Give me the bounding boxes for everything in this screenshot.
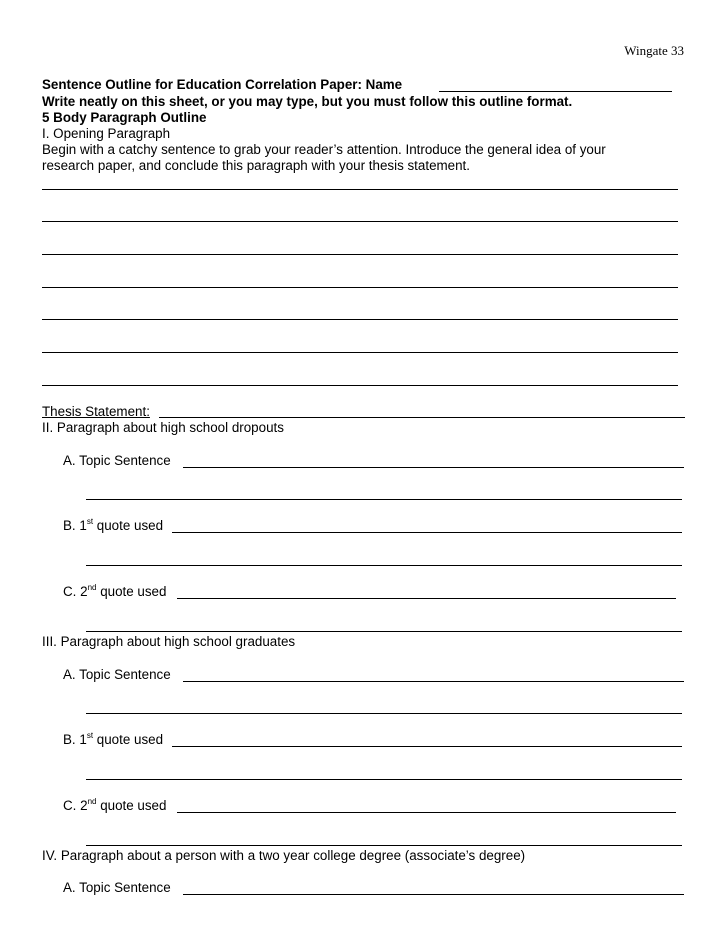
section-4-heading: IV. Paragraph about a person with a two year college degree (associate’s degree)	[42, 848, 526, 863]
writing-line[interactable]	[86, 499, 682, 500]
section-1-instruction-2: research paper, and conclude this paragraph with your thesis statement.	[42, 158, 471, 173]
writing-line[interactable]	[42, 221, 678, 222]
section-3-quote-1-label: B. 1st quote used	[63, 730, 164, 747]
writing-line[interactable]	[42, 254, 678, 255]
section-2-quote-2-blank[interactable]	[177, 598, 676, 599]
section-3-heading: III. Paragraph about high school graduates	[42, 634, 296, 649]
writing-line[interactable]	[42, 352, 678, 353]
section-3-quote-2-label: C. 2nd quote used	[63, 796, 167, 813]
section-4-topic-sentence-blank[interactable]	[183, 894, 684, 895]
name-blank[interactable]	[439, 91, 672, 92]
title-line-2: Write neatly on this sheet, or you may type, but you must follow this outline format.	[42, 94, 573, 109]
section-3-quote-1-blank[interactable]	[172, 746, 682, 747]
title-line-1: Sentence Outline for Education Correlation Paper: Name	[42, 77, 403, 92]
section-2-topic-sentence-label: A. Topic Sentence	[63, 453, 171, 468]
writing-line[interactable]	[42, 319, 678, 320]
section-2-quote-2-label: C. 2nd quote used	[63, 582, 167, 599]
section-2-quote-1-label: B. 1st quote used	[63, 516, 164, 533]
section-3-topic-sentence-label: A. Topic Sentence	[63, 667, 171, 682]
title-line-3: 5 Body Paragraph Outline	[42, 110, 207, 125]
writing-line[interactable]	[86, 565, 682, 566]
writing-line[interactable]	[86, 845, 682, 846]
writing-line[interactable]	[42, 287, 678, 288]
writing-line[interactable]	[86, 713, 682, 714]
section-3-quote-2-blank[interactable]	[177, 812, 676, 813]
section-2-quote-1-blank[interactable]	[172, 532, 682, 533]
page-header: Wingate 33	[624, 43, 684, 58]
section-4-topic-sentence-label: A. Topic Sentence	[63, 880, 171, 895]
writing-line[interactable]	[86, 779, 682, 780]
writing-line[interactable]	[86, 631, 682, 632]
section-2-heading: II. Paragraph about high school dropouts	[42, 420, 284, 435]
writing-line[interactable]	[42, 189, 678, 190]
thesis-statement-label: Thesis Statement:	[42, 404, 150, 419]
thesis-statement-blank[interactable]	[159, 417, 685, 418]
section-1-instruction-1: Begin with a catchy sentence to grab your reader’s attention. Introduce the general idea of your	[42, 142, 606, 157]
section-3-topic-sentence-blank[interactable]	[183, 681, 684, 682]
writing-line[interactable]	[42, 385, 678, 386]
section-2-topic-sentence-blank[interactable]	[183, 467, 684, 468]
section-1-heading: I. Opening Paragraph	[42, 126, 171, 141]
